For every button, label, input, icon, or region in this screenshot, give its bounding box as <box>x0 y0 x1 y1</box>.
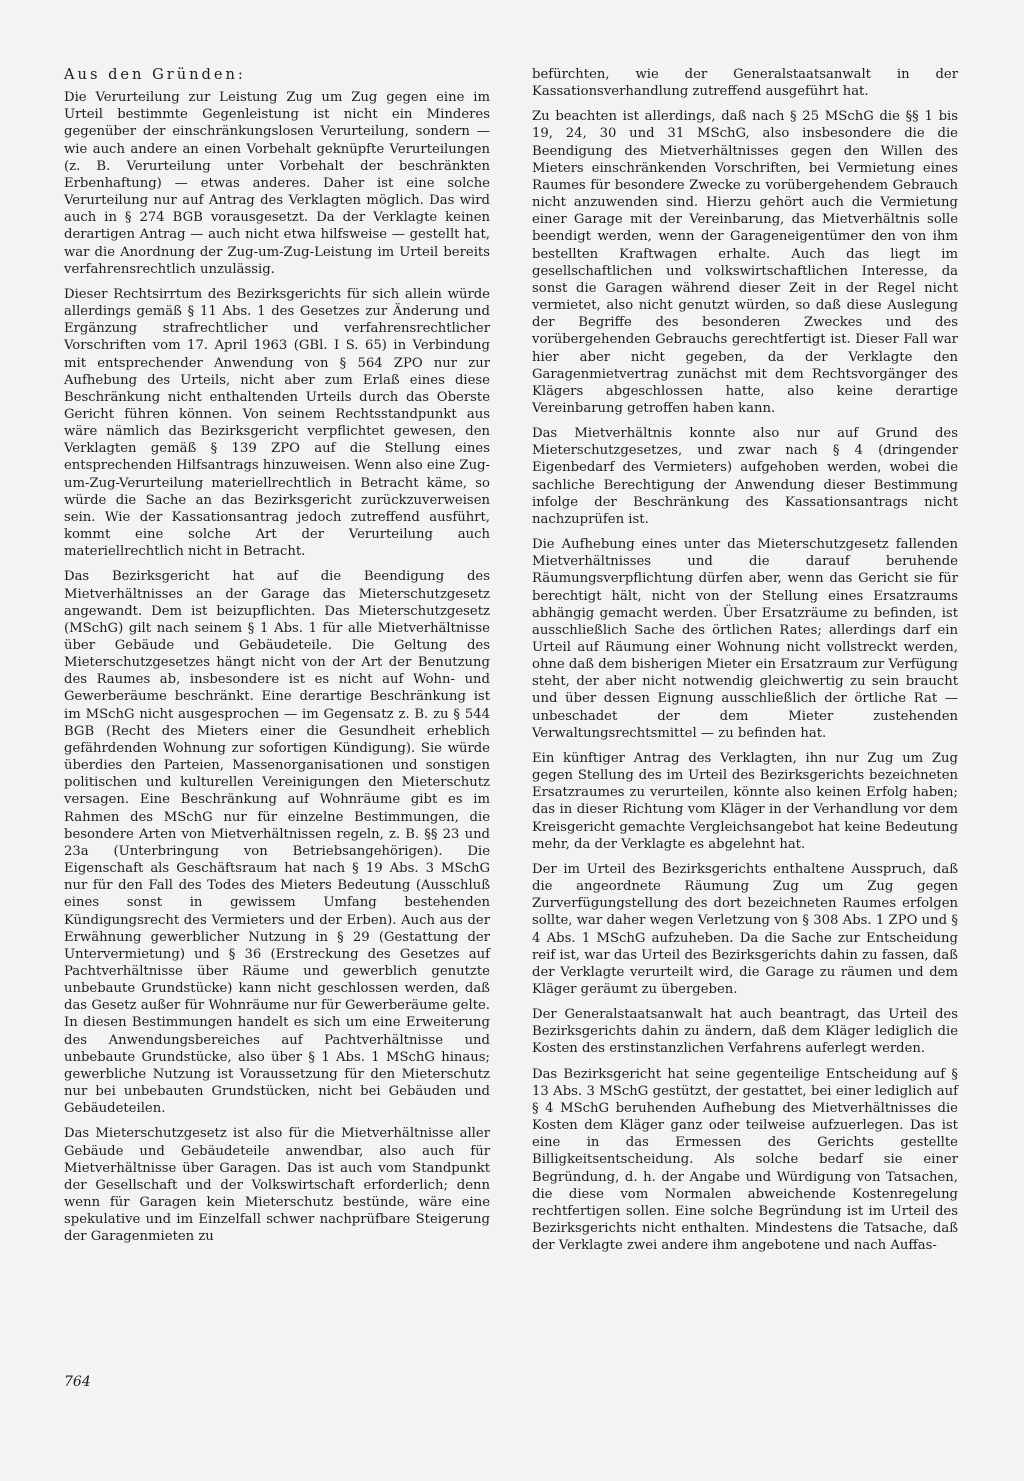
section-heading: Aus den Gründen: <box>64 66 246 83</box>
paragraph: Das Bezirksgericht hat auf die Beendigung des Mietverhältnisses an der Garage das Mieterschutzgesetz angewandt. Dem ist beizupflichten. Das Mieterschutzgesetz (MSchG) gilt nach seinem § 1 Abs. 1 für alle Mietverhältnisse über Gebäude und Gebäudeteile. Die Geltung des Mieterschutzgesetzes hängt nicht von der Art der Benutzung des Raumes ab, insbesondere ist es nicht auf Wohn- und Gewerberäume beschränkt. Eine derartige Beschränkung ist im MSchG nicht ausgesprochen — im Gegensatz z. B. zu § 544 BGB (Recht des Mieters einer die Gesundheit erheblich gefährdenden Wohnung zur sofortigen Kündigung). Sie würde überdies den Parteien, Massenorganisationen und sonstigen politischen und kulturellen Vereinigungen den Mieterschutz versagen. Eine Beschränkung auf Wohnräume gibt es im Rahmen des MSchG nur für einzelne Bestimmungen, die besondere Arten von Mietverhältnissen regeln, z. B. §§ 23 und 23a (Unterbringung von Betriebsangehörigen). Die Eigenschaft als Geschäftsraum hat nach § 19 Abs. 3 MSchG nur für den Fall des Todes des Mieters Bedeutung (Ausschluß eines sonst in gewissem Umfang bestehenden Kündigungsrecht des Vermieters und der Erben). Auch aus der Erwähnung gewerblicher Nutzung in § 29 (Gestattung der Untervermietung) und § 36 (Erstreckung des Gesetzes auf Pachtverhältnisse über Räume und gewerblich genutzte unbebaute Grundstücke) kann nicht geschlossen werden, daß das Gesetz außer für Wohnräume nur für Gewerberäume gelte. In diesen Bestimmungen handelt es sich um eine Erweiterung des Anwendungsbereiches auf Pachtverhältnisse und unbebaute Grundstücke, also über § 1 Abs. 1 MSchG hinaus; gewerbliche Nutzung ist Voraussetzung für den Mieterschutz nur bei unbebauten Grundstücken, nicht bei Gebäuden und Gebäudeteilen. <box>64 569 490 1117</box>
paragraph: Der im Urteil des Bezirksgerichts enthaltene Ausspruch, daß die angeordnete Räumung Zug um Zug gegen Zurverfügungstellung des dort bezeichneten Raumes erfolgen sollte, war daher wegen Verletzung von § 308 Abs. 1 ZPO und § 4 Abs. 1 MSchG aufzuheben. Da die Sache zur Entscheidung reif ist, war das Urteil des Bezirksgerichts dahin zu fassen, daß der Verklagte verurteilt wird, die Garage zu räumen und dem Kläger geräumt zu übergeben. <box>532 861 958 997</box>
left-column <box>64 66 490 1253</box>
paragraph: Das Bezirksgericht hat seine gegenteilige Entscheidung auf § 13 Abs. 3 MSchG gestützt, der gestattet, bei einer lediglich auf § 4 MSchG beruhenden Aufhebung des Mietverhältnisses die Kosten dem Kläger ganz oder teilweise aufzuerlegen. Das ist eine in das Ermessen des Gerichts gestellte Billigkeitsentscheidung. Als solche bedarf sie einer Begründung, d. h. der Angabe und Würdigung von Tatsachen, die diese vom Normalen abweichende Kostenregelung rechtfertigen sollen. Eine solche Begründung ist im Urteil des Bezirksgerichts nicht enthalten. Mindestens die Tatsache, daß der Verklagte zwei andere ihm angebotene und nach Auffas- <box>532 1066 958 1254</box>
paragraph: befürchten, wie der Generalstaatsanwalt in der Kassationsverhandlung zutreffend ausgeführt hat. <box>532 67 958 100</box>
paragraph: Die Aufhebung eines unter das Mieterschutzgesetz fallenden Mietverhältnisses und die darauf beruhende Räumungsverpflichtung dürfen aber, wenn das Gericht sie für berechtigt hält, nicht von der Stellung eines Ersatzraums abhängig gemacht werden. Über Ersatzräume zu befinden, ist ausschließlich Sache des örtlichen Rates; allerdings darf ein Urteil auf Räumung einer Wohnung nicht vollstreckt werden, ohne daß dem bisherigen Mieter ein Ersatzraum zur Verfügung steht, der aber nicht notwendig gleichwertig zu sein braucht und über dessen Eignung ausschließlich der örtliche Rat — unbeschadet der dem Mieter zustehenden Verwaltungsrechtsmittel — zu befinden hat. <box>532 537 958 741</box>
right-column <box>532 66 958 1262</box>
paragraph: Ein künftiger Antrag des Verklagten, ihn nur Zug um Zug gegen Stellung des im Urteil des Bezirksgerichts bezeichneten Ersatzraumes zu verurteilen, könnte also keinen Erfolg haben; das in dieser Richtung vom Kläger in der Verhandlung vor dem Kreisgericht gemachte Vergleichsangebot hat keine Bedeutung mehr, da der Verklagte es abgelehnt hat. <box>532 750 958 852</box>
paragraph: Das Mietverhältnis konnte also nur auf Grund des Mieterschutzgesetzes, und zwar nach § 4 (dringender Eigenbedarf des Vermieters) aufgehoben werden, wobei die sachliche Berechtigung der Anwendung dieser Bestimmung infolge der Beschränkung des Kassationsantrags nicht nachzuprüfen ist. <box>532 426 958 527</box>
paragraph: Dieser Rechtsirrtum des Bezirksgerichts für sich allein würde allerdings gemäß § 11 Abs. 1 des Gesetzes zur Änderung und Ergänzung strafrechtlicher und verfahrensrechtlicher Vorschriften vom 17. April 1963 (GBl. I S. 65) in Verbindung mit entsprechender Anwendung von § 564 ZPO nur zur Aufhebung des Urteils, nicht aber zum Erlaß eines diese Beschränkung nicht enthaltenden Urteils durch das Oberste Gericht führen können. Von seinem Rechtsstandpunkt aus wäre nämlich das Bezirksgericht verpflichtet gewesen, den Verklagten gemäß § 139 ZPO auf die Stellung eines entsprechenden Hilfsantrags hinzuweisen. Wenn also eine Zug-um-Zug-Verurteilung materiellrechtlich in Betracht käme, so würde die Sache an das Bezirksgericht zurückzuverweisen sein. Wie der Kassationsantrag jedoch zutreffend ausführt, kommt eine solche Art der Verurteilung auch materiellrechtlich nicht in Betracht. <box>64 286 490 560</box>
paragraph: Zu beachten ist allerdings, daß nach § 25 MSchG die §§ 1 bis 19, 24, 30 und 31 MSchG, also insbesondere die die Beendigung des Mietverhältnisses gegen den Willen des Mieters einschränkenden Vorschriften, bei Vermietung eines Raumes für besondere Zwecke zu vorübergehendem Gebrauch nicht anzuwenden sind. Hierzu gehört auch die Vermietung einer Garage mit der Vereinbarung, das Mietverhältnis solle beendigt werden, wenn der Garageneigentümer den von ihm bestellten Kraftwagen erhalte. Auch das liegt im gesellschaftlichen und volkswirtschaftlichen Interesse, da sonst die Garagen während dieser Zeit in der Regel nicht vermietet, also nicht genutzt würden, so daß diese Auslegung der Begriffe des besonderen Zweckes und des vorübergehenden Gebrauchs gerechtfertigt ist. Dieser Fall war hier aber nicht gegeben, da der Verklagte den Garagenmietvertrag zunächst mit dem Rechtsvorgänger des Klägers abgeschlossen hatte, also keine derartige Vereinbarung getroffen haben kann. <box>532 109 958 416</box>
page-number: 764 <box>64 1374 91 1390</box>
paragraph: Das Mieterschutzgesetz ist also für die Mietverhältnisse aller Gebäude und Gebäudeteile anwendbar, also auch für Mietverhältnisse über Garagen. Das ist auch vom Standpunkt der Gesellschaft und der Volkswirtschaft erforderlich; denn wenn für Garagen kein Mieterschutz bestünde, wäre eine spekulative und im Einzelfall schwer nachprüfbare Steigerung der Garagenmieten zu <box>64 1126 490 1245</box>
paragraph: Der Generalstaatsanwalt hat auch beantragt, das Urteil des Bezirksgerichts dahin zu ändern, daß dem Kläger lediglich die Kosten des erstinstanzlichen Verfahrens auferlegt werden. <box>532 1007 958 1057</box>
paragraph: Die Verurteilung zur Leistung Zug um Zug gegen eine im Urteil bestimmte Gegenleistung ist nicht ein Minderes gegenüber der einschränkungslosen Verurteilung, sondern — wie auch andere an einen Vorbehalt geknüpfte Verurteilungen (z. B. Verurteilung unter Vorbehalt der beschränkten Erbenhaftung) — etwas anderes. Daher ist eine solche Verurteilung nur auf Antrag des Verklagten möglich. Das wird auch in § 274 BGB vorausgesetzt. Da der Verklagte keinen derartigen Antrag — auch nicht etwa hilfsweise — gestellt hat, war die Anordnung der Zug-um-Zug-Leistung im Urteil bereits verfahrensrechtlich unzulässig. <box>64 90 490 277</box>
